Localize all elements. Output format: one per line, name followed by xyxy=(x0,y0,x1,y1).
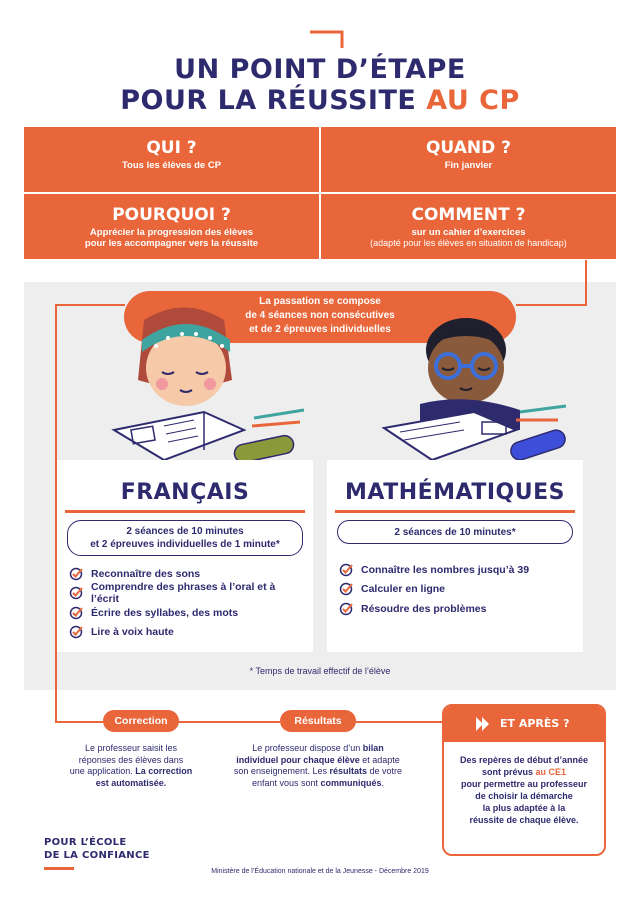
maths-duration-pill: 2 séances de 10 minutes* xyxy=(337,520,573,544)
comment-heading: COMMENT ? xyxy=(411,205,526,225)
et-apres-header xyxy=(444,706,604,742)
title-underline xyxy=(65,510,305,513)
skill-text: Connaître les nombres jusqu’à 39 xyxy=(361,563,530,576)
qui-heading: QUI ? xyxy=(146,138,197,158)
maths-card xyxy=(327,460,583,652)
checkmark-circle-icon xyxy=(69,586,83,600)
comment-cell xyxy=(321,194,616,259)
resultats-line-4-bold: communiqués xyxy=(320,777,382,788)
timeline-line xyxy=(178,721,280,723)
francais-title: FRANÇAIS xyxy=(120,480,250,505)
timeline-line xyxy=(356,721,444,723)
checkmark-circle-icon xyxy=(339,563,353,577)
checkmark-circle-icon xyxy=(69,606,83,620)
correction-line-3-text: une application. xyxy=(69,766,136,776)
resultats-label: Résultats xyxy=(280,710,356,732)
maths-skills-list xyxy=(339,560,575,619)
resultats-line-3-text: son enseignement. Les xyxy=(233,766,330,776)
correction-text xyxy=(66,743,196,789)
et-apres-box xyxy=(442,704,606,856)
page-title xyxy=(0,54,640,116)
correction-line-1: Le professeur saisit les xyxy=(84,743,178,753)
correction-line-4 xyxy=(66,778,196,790)
skill-text: Lire à voix haute xyxy=(91,626,174,639)
checkmark-circle-icon xyxy=(339,602,353,616)
apres-line-6: réussite de chaque élève. xyxy=(469,815,579,825)
logo-line-1: POUR L’ÉCOLE xyxy=(44,837,127,848)
skill-text: Calculer en ligne xyxy=(361,583,446,596)
skill-text: Écrire des syllabes, des mots xyxy=(91,606,239,619)
timeline-line xyxy=(55,721,103,723)
quand-cell xyxy=(321,127,616,192)
resultats-line-3-end: de votre xyxy=(367,766,403,776)
correction-line-3 xyxy=(66,766,196,778)
list-item xyxy=(339,580,575,600)
resultats-line-1 xyxy=(218,743,418,755)
pourquoi-cell xyxy=(24,194,319,259)
boy-reading-illustration xyxy=(370,300,580,470)
banner-line-1: La passation se compose xyxy=(259,296,381,307)
checkmark-circle-icon xyxy=(339,582,353,596)
correction-label: Correction xyxy=(103,710,179,732)
pourquoi-heading: POURQUOI ? xyxy=(112,205,231,225)
banner-line-2: de 4 séances non consécutives xyxy=(245,310,395,321)
corner-mark-icon xyxy=(308,30,344,50)
resultats-line-4 xyxy=(218,778,418,790)
checkmark-circle-icon xyxy=(69,567,83,581)
pourquoi-text-2: pour les accompagner vers la réussite xyxy=(84,238,259,249)
maths-title: MATHÉMATIQUES xyxy=(344,480,565,505)
apres-line-4: de choisir la démarche xyxy=(475,791,573,801)
list-item xyxy=(69,623,305,643)
apres-line-3: pour permettre au professeur xyxy=(460,779,588,789)
banner-line-3: et de 2 épreuves individuelles xyxy=(249,324,391,335)
correction-line-2: réponses des élèves dans xyxy=(78,754,184,765)
comment-text-1: sur un cahier d’exercices xyxy=(411,227,526,238)
resultats-line-2-text: et adapte xyxy=(359,754,400,765)
list-item xyxy=(339,599,575,619)
girl-reading-illustration xyxy=(104,300,314,470)
resultats-line-1-text: Le professeur dispose d’un xyxy=(252,743,363,753)
credit-line: Ministère de l’Éducation nationale et de la Jeunesse - Décembre 2019 xyxy=(211,868,429,875)
apres-line-5: la plus adaptée à la xyxy=(482,803,566,813)
ecole-confiance-logo xyxy=(44,836,150,862)
resultats-text xyxy=(218,743,418,789)
correction-line-3-bold: La correction xyxy=(135,766,193,776)
grid-divider-horizontal xyxy=(24,192,616,194)
resultats-line-1-bold: bilan xyxy=(362,743,384,753)
et-apres-label: ET APRÈS ? xyxy=(500,717,570,730)
francais-duration-line-2: et 2 épreuves individuelles de 1 minute* xyxy=(90,539,280,550)
title-underline xyxy=(335,510,575,513)
resultats-line-2-bold: individuel pour chaque élève xyxy=(236,754,360,765)
resultats-line-3 xyxy=(218,766,418,778)
et-apres-text xyxy=(450,754,598,826)
list-item xyxy=(69,603,305,623)
checkmark-circle-icon xyxy=(69,625,83,639)
qui-text: Tous les élèves de CP xyxy=(121,160,222,171)
title-accent: AU CP xyxy=(426,85,520,116)
comment-text-2: (adapté pour les élèves en situation de handicap) xyxy=(370,238,567,248)
skill-text: Comprendre des phrases à l’oral et à l’écrit xyxy=(91,581,276,606)
list-item xyxy=(339,560,575,580)
francais-duration-line-1: 2 séances de 10 minutes xyxy=(126,526,244,537)
logo-line-2: DE LA CONFIANCE xyxy=(44,850,150,861)
quand-text: Fin janvier xyxy=(444,160,493,171)
footnote: * Temps de travail effectif de l’élève xyxy=(249,666,391,676)
connector-line xyxy=(585,260,587,306)
resultats-line-2 xyxy=(218,755,418,767)
resultats-line-3-bold: résultats xyxy=(329,766,368,776)
pourquoi-text-1: Apprécier la progression des élèves xyxy=(89,227,254,238)
apres-line-1: Des repères de début d’année xyxy=(459,755,589,765)
apres-line-2-accent: au CE1 xyxy=(535,767,567,777)
quand-heading: QUAND ? xyxy=(425,138,511,158)
francais-card xyxy=(57,460,313,652)
title-line-1: UN POINT D’ÉTAPE xyxy=(174,54,466,85)
skill-text: Résoudre des problèmes xyxy=(361,602,487,615)
list-item xyxy=(69,581,305,606)
question-grid xyxy=(24,127,616,259)
qui-cell xyxy=(24,127,319,192)
apres-line-2-text: sont prévus xyxy=(481,767,536,777)
apres-line-2 xyxy=(450,766,598,778)
title-line-2-main: POUR LA RÉUSSITE xyxy=(120,85,427,116)
francais-duration-pill xyxy=(67,520,303,556)
double-arrow-icon xyxy=(474,715,492,733)
francais-skills-list xyxy=(69,564,305,642)
skill-text: Reconnaître des sons xyxy=(91,567,201,580)
resultats-line-4-text: enfant vous sont xyxy=(251,777,321,788)
correction-line-4-bold: est automatisée. xyxy=(95,777,167,788)
resultats-line-4-end: . xyxy=(381,777,385,788)
title-line-2 xyxy=(0,85,640,116)
